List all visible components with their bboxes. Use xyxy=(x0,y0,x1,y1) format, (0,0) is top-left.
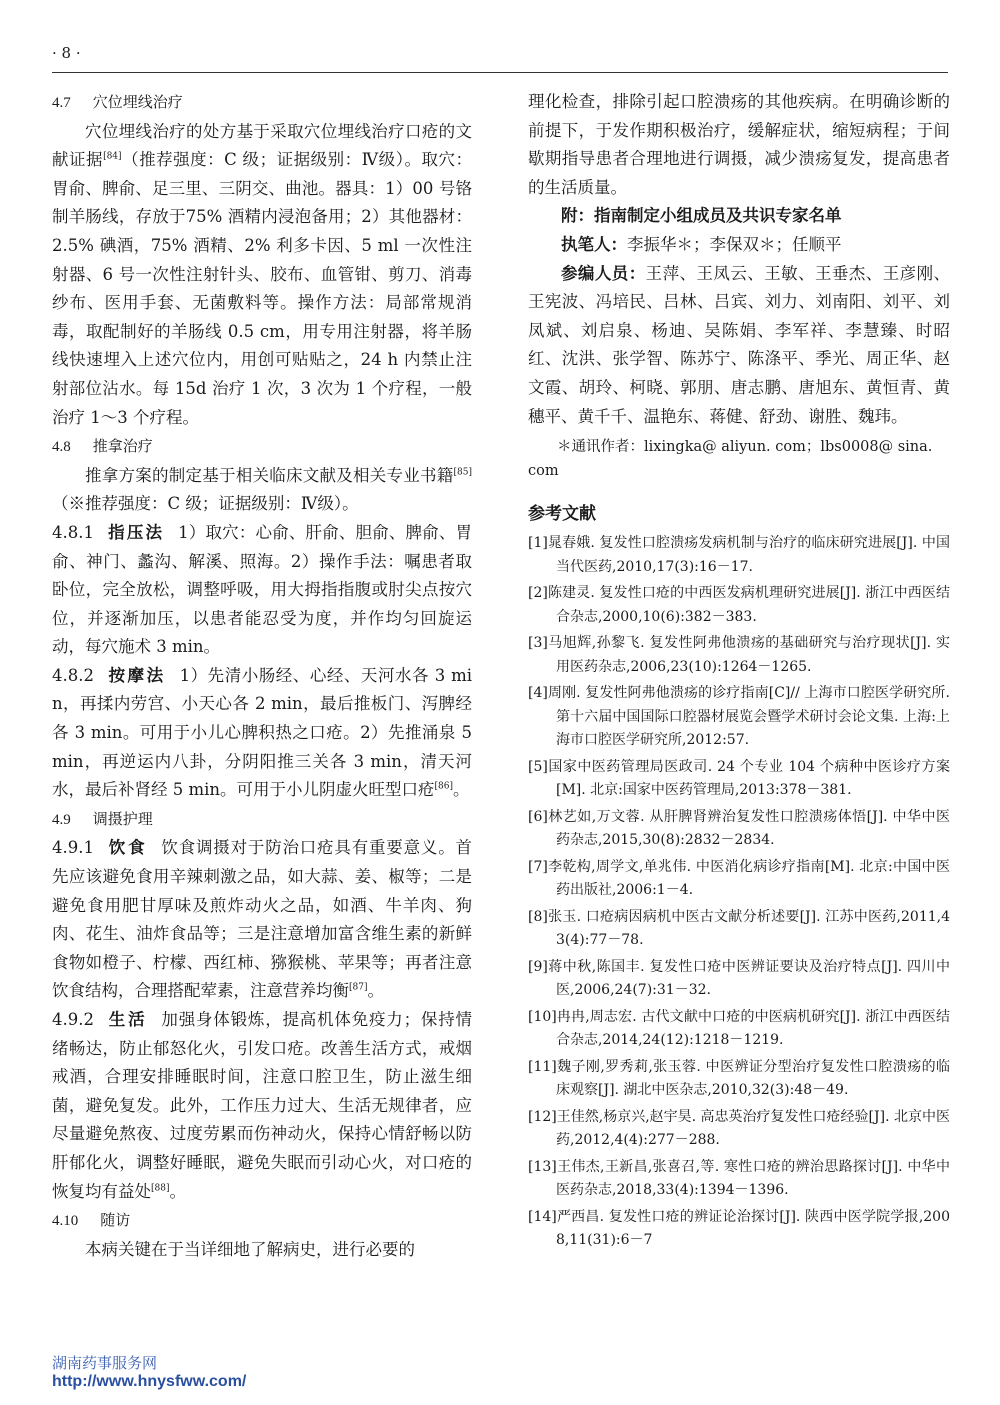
section-number: 4.10 xyxy=(52,1213,79,1230)
paragraph-text: 饮食调摄对于防治口疮具有重要意义。首先应该避免食用辛辣刺激之品，如大蒜、姜、椒等；二是避免食用肥甘厚味及煎炸动火之品，如酒、牛羊肉、狗肉、花生、油炸食品等；三是注意增加富含维生素的新鲜食物如橙子、柠檬、西红柿、猕猴桃、苹果等；再者注意饮食结构，合理搭配荤素，注意营养均衡 xyxy=(52,838,473,1001)
section-4-9-1-paragraph xyxy=(52,834,472,1006)
subsection-title: 生活 xyxy=(107,1010,148,1029)
authors-line xyxy=(528,231,950,260)
reference-item: [8]张玉. 口疮病因病机中医古文献分析述要[J]. 江苏中医药,2011,43(4):77－78. xyxy=(528,908,950,949)
section-4-8-paragraph xyxy=(52,462,472,519)
footer-watermark xyxy=(52,1352,246,1391)
paragraph-text: 。 xyxy=(453,780,470,800)
appendix-heading: 附：指南制定小组成员及共识专家名单 xyxy=(561,206,842,226)
participants-label: 参编人员： xyxy=(561,263,646,283)
section-4-7-paragraph xyxy=(52,118,472,433)
page-number: · 8 · xyxy=(52,44,81,62)
section-number: 4.9 xyxy=(52,811,71,828)
reference-item: [9]蒋中秋,陈国丰. 复发性口疮中医辨证要诀及治疗特点[J]. 四川中医,2006,24(7):31－32. xyxy=(528,958,950,999)
reference-item: [11]魏子刚,罗秀莉,张玉蓉. 中医辨证分型治疗复发性口腔溃疡的临床观察[J]. 湖北中医杂志,2010,32(3):48－49. xyxy=(528,1058,950,1099)
authors-names: 李振华＊；李保双＊；任顺平 xyxy=(627,234,842,254)
continued-paragraph: 理化检查，排除引起口腔溃疡的其他疾病。在明确诊断的前提下，于发作期积极治疗，缓解症状，缩短病程；于间歇期指导患者合理地进行调摄，减少溃疡复发，提高患者的生活质量。 xyxy=(528,92,950,197)
section-4-7-heading xyxy=(52,88,472,118)
section-title: 推拿治疗 xyxy=(92,437,153,456)
citation: [84] xyxy=(103,151,122,162)
section-number: 4.9.1 xyxy=(52,838,94,858)
section-number: 4.7 xyxy=(52,95,71,111)
paragraph-text: （推荐强度：C 级；证据级别：Ⅳ级）。取穴：胃俞、脾俞、足三里、三阴交、曲池。器具：1）00 号铬制羊肠线，存放于75% 酒精内浸泡备用；2）其他器材：2.5% 碘酒，75% 酒精、2% 利多卡因、5 ml 一次性注射器、6 号一次性注射针头、胶布、血管钳、剪刀、消毒纱布、医用手套、无菌敷料等。操作方法：局部常规消毒，取配制好的羊肠线 0.5 cm，用专用注射器，将羊肠线快速埋入上述穴位内，用创可贴贴之，24 h 内禁止注射部位沾水。每 15d 治疗 1 次，3 次为 1 个疗程，一般治疗 1～3 个疗程。 xyxy=(52,150,473,427)
site-name: 湖南药事服务网 xyxy=(52,1354,158,1372)
paragraph-text: 1）取穴：心俞、肝俞、胆俞、脾俞、胃俞、神门、蠡沟、解溪、照海。2）操作手法：嘱患者取卧位，完全放松，调整呼吸，用大拇指指腹或肘尖点按穴位，并逐渐加压，以患者能忍受为度，并作均匀回旋运动，每穴施术 3 min。 xyxy=(52,522,473,657)
reference-item: [12]王佳然,杨京兴,赵宇昊. 高忠英治疗复发性口疮经验[J]. 北京中医药,2012,4(4):277－288. xyxy=(528,1108,950,1149)
reference-item: [1]晁春娥. 复发性口腔溃疡发病机制与治疗的临床研究进展[J]. 中国当代医药,2010,17(3):16－17. xyxy=(528,535,950,575)
section-4-8-2-paragraph xyxy=(52,662,472,805)
references-list xyxy=(528,532,950,1253)
section-number: 4.9.2 xyxy=(52,1010,94,1029)
section-title: 穴位埋线治疗 xyxy=(92,93,183,111)
section-4-10-heading xyxy=(52,1206,472,1236)
reference-item: [7]李乾构,周学文,单兆伟. 中医消化病诊疗指南[M]. 北京:中国中医药出版社,2006:1－4. xyxy=(528,858,950,899)
citation: [85] xyxy=(453,467,472,478)
paragraph-text: 1）先清小肠经、心经、天河水各 3 min，再揉内劳宫、小天心各 2 min，最后推板门、泻脾经各 3 min。可用于小儿心脾积热之口疮。2）先推涌泉 5 min，再逆运内八卦，分阴阳推三关各 3 min，清天河水，最后补肾经 5 min。可用于小儿阴虚火旺型口疮 xyxy=(52,665,472,800)
citation: [88] xyxy=(151,1183,170,1194)
reference-item: [4]周刚. 复发性阿弗他溃疡的诊疗指南[C]// 上海市口腔医学研究所. 第十六届中国国际口腔器材展览会暨学术研讨会论文集. 上海:上海市口腔医学研究所,2012:57. xyxy=(528,685,950,749)
paragraph-text: 。 xyxy=(169,1181,186,1201)
reference-item: [2]陈建灵. 复发性口疮的中西医发病机理研究进展[J]. 浙江中西医结合杂志,2000,10(6):382－383. xyxy=(528,585,950,625)
subsection-title: 饮食 xyxy=(107,838,148,858)
section-4-9-heading xyxy=(52,805,472,835)
section-title: 随访 xyxy=(100,1211,131,1230)
paragraph-text: 推拿方案的制定基于相关临床文献及相关专业书籍 xyxy=(85,465,454,485)
participants-names: 王萍、王凤云、王敏、王垂杰、王彦刚、王宪波、冯培民、吕林、吕宾、刘力、刘南阳、刘平、刘凤斌、刘启泉、杨迪、吴陈娟、李军祥、李慧臻、时昭红、沈洪、张学智、陈苏宁、陈涤平、季光、周正华、赵文霞、胡玲、柯晓、郭朋、唐志鹏、唐旭东、黄恒青、黄穗平、黄千千、温艳东、蒋健、舒劲、谢胜、魏玮。 xyxy=(528,263,951,426)
reference-item: [10]冉冉,周志宏. 古代文献中口疮的中医病机研究[J]. 浙江中西医结合杂志,2014,24(12):1218－1219. xyxy=(528,1008,950,1049)
site-url-link[interactable]: http://www.hnysfww.com/ xyxy=(52,1373,247,1390)
section-4-9-2-paragraph xyxy=(52,1006,472,1206)
subsection-title: 指压法 xyxy=(107,522,165,542)
participants-paragraph xyxy=(528,260,950,432)
section-4-10-paragraph: 本病关键在于当详细地了解病史，进行必要的 xyxy=(85,1239,415,1259)
paragraph-text: 穴位埋线治疗的处方基于采取穴位埋线治疗口疮的文献证据 xyxy=(52,121,472,170)
references-heading: 参考文献 xyxy=(528,504,596,525)
reference-item: [6]林艺如,万文蓉. 从肝脾肾辨治复发性口腔溃疡体悟[J]. 中华中医药杂志,2015,30(8):2832－2834. xyxy=(528,808,950,849)
left-column xyxy=(52,88,472,1264)
section-number: 4.8 xyxy=(52,439,71,456)
section-title: 调摄护理 xyxy=(92,809,153,828)
citation: [86] xyxy=(434,781,454,792)
paragraph-text: 。 xyxy=(367,981,384,1001)
paragraph-text: 加强身体锻炼，提高机体免疫力；保持情绪畅达，防止郁怒化火，引发口疮。改善生活方式，戒烟戒酒，合理安排睡眠时间，注意口腔卫生，防止滋生细菌，避免复发。此外，工作压力过大、生活无规律者，应尽量避免熬夜、过度劳累而伤神动火，保持心情舒畅以防肝郁化火，调整好睡眠，避免失眠而引动心火，对口疮的恢复均有益处 xyxy=(52,1010,473,1201)
section-4-8-1-paragraph xyxy=(52,519,472,662)
section-number: 4.8.1 xyxy=(52,522,94,542)
citation: [87] xyxy=(349,982,368,993)
authors-label: 执笔人： xyxy=(561,234,627,254)
corresponding-author-email: ＊通讯作者：lixingka@ aliyun. com；lbs0008@ sina. com xyxy=(528,439,933,480)
reference-item: [14]严西昌. 复发性口疮的辨证论治探讨[J]. 陕西中医学院学报,2008,11(31):6－7 xyxy=(528,1208,950,1249)
reference-item: [13]王伟杰,王新昌,张喜召,等. 寒性口疮的辨治思路探讨[J]. 中华中医药杂志,2018,33(4):1394－1396. xyxy=(528,1158,950,1199)
paragraph-text: （※推荐强度：C 级；证据级别：Ⅳ级）。 xyxy=(52,494,359,514)
subsection-title: 按摩法 xyxy=(107,665,166,685)
reference-item: [3]马旭辉,孙黎飞. 复发性阿弗他溃疡的基础研究与治疗现状[J]. 实用医药杂志,2006,23(10):1264－1265. xyxy=(528,635,950,675)
header-rule xyxy=(52,72,948,73)
reference-item: [5]国家中医药管理局医政司. 24 个专业 104 个病种中医诊疗方案[M]. 北京:国家中医药管理局,2013:378－381. xyxy=(528,758,950,799)
right-column xyxy=(528,88,950,1256)
section-4-8-heading xyxy=(52,432,472,462)
section-number: 4.8.2 xyxy=(52,665,94,685)
